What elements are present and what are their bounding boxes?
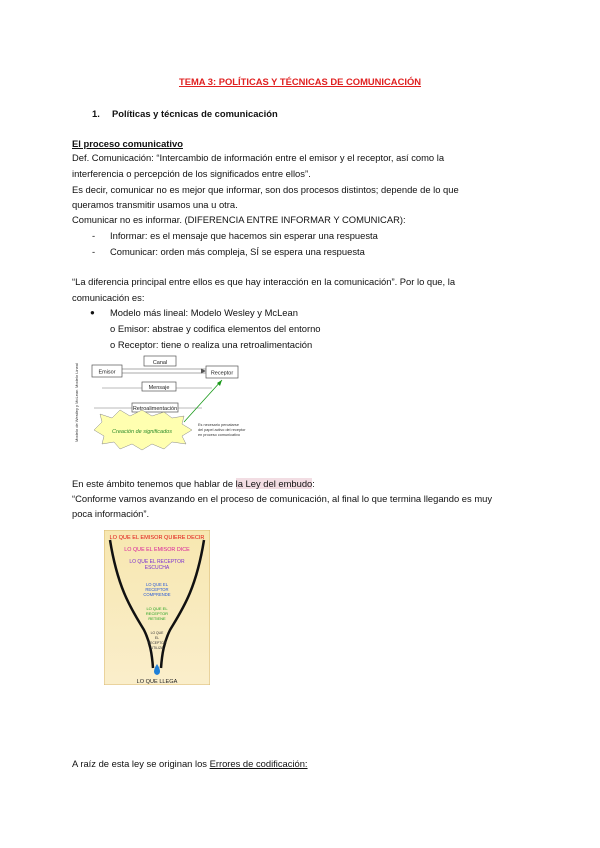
funnel-level-5c: RETIENE (148, 616, 166, 621)
diagram-side-label-2: Modelo Lineal (74, 363, 79, 388)
funnel-level-4a: LO QUE EL (145, 582, 169, 587)
canal-label: Canal (152, 360, 168, 366)
funnel-level-5b: RECEPTOR (145, 611, 169, 616)
diagram-note-2: del papel activo del receptor (198, 428, 246, 432)
diagram-note-3: en proceso comunicativo (198, 433, 240, 437)
funnel-level-4c: COMPRENDE (143, 592, 171, 597)
funnel-level-6d: UTILIZA (150, 646, 164, 650)
emisor-label: Emisor (98, 369, 116, 376)
ley-embudo-line (72, 478, 315, 490)
funnel-level-2: LO QUE EL EMISOR DICE (124, 547, 190, 553)
errores-title: Errores de codificación: (209, 758, 308, 769)
funnel-level-1: LO QUE EL EMISOR QUIERE DECIR (109, 535, 205, 541)
dash-item-comunicar: Comunicar: orden más compleja, SÍ se espera una respuesta (110, 246, 365, 257)
green-arrow (184, 380, 222, 422)
subsection-title: El proceso comunicativo (72, 138, 183, 149)
model-sub-item-receptor: o Receptor: tiene o realiza una retroalimentación (110, 339, 313, 350)
section-heading (92, 108, 278, 120)
funnel-level-4b: RECEPTOR (145, 587, 169, 592)
no-es-informar-line: Comunicar no es informar. (DIFERENCIA ENTRE INFORMAR Y COMUNICAR): (72, 214, 406, 225)
ley-quote-line-2: poca información”. (72, 508, 150, 519)
retro-label: Retroalimentación (132, 406, 178, 412)
receptor-label: Receptor (210, 370, 234, 377)
ley-quote-line-1: “Conforme vamos avanzando en el proceso de comunicación, al final lo que termina llegando es muy (72, 493, 493, 504)
errores-intro: A raíz de esta ley se originan los (72, 758, 210, 769)
model-sub-item-emisor: o Emisor: abstrae y codifica elementos del entorno (110, 323, 321, 334)
ley-colon: : (312, 478, 315, 489)
ley-intro: En este ámbito tenemos que hablar de (72, 478, 236, 489)
funnel-level-6c: RECEPTOR (147, 641, 167, 645)
model-item: Modelo más lineal: Modelo Wesley y McLean (110, 307, 298, 318)
definition-line-1: Def. Comunicación: “Intercambio de información entre el emisor y el receptor, así como la (72, 152, 445, 163)
es-decir-line-1: Es decir, comunicar no es mejor que informar, son dos procesos distintos; depende de lo que (72, 184, 459, 195)
funnel-bottom-label: LO QUE LLEGA (136, 679, 178, 685)
funnel-level-3b: ESCUCHA (144, 565, 170, 571)
funnel-level-6b: EL (154, 636, 160, 640)
funnel-level-3a: LO QUE EL RECEPTOR (129, 559, 185, 565)
es-decir-line-2: queramos transmitir usamos una u otra. (72, 199, 238, 210)
mensaje-label: Mensaje (148, 385, 170, 391)
diagram-side-label-1: Modelo de Westley y McLean (74, 389, 79, 442)
burst-label: Creación de significados (112, 429, 172, 435)
dash-bullet: - (92, 246, 96, 257)
funnel-diagram (104, 530, 210, 685)
funnel-level-6a: LO QUE (150, 631, 164, 635)
dash-item-informar: Informar: es el mensaje que hacemos sin esperar una respuesta (110, 230, 378, 241)
errores-line (72, 758, 308, 770)
diagram-note-1: Es necesario percatarse (198, 423, 239, 427)
document-title: TEMA 3: POLÍTICAS Y TÉCNICAS DE COMUNICACIÓN (178, 76, 422, 87)
quote-line-1: “La diferencia principal entre ellos es que hay interacción en la comunicación”. Por lo que, la (72, 276, 456, 287)
ley-name-highlight: la Ley del embudo (235, 478, 313, 489)
definition-line-2: interferencia o percepción de los significados entre ellos”. (72, 168, 311, 179)
heading-number: 1. (92, 108, 100, 119)
heading-text: Políticas y técnicas de comunicación (112, 108, 278, 119)
round-bullet: ● (90, 308, 95, 317)
dash-bullet: - (92, 230, 96, 241)
westley-mclean-diagram (72, 352, 302, 452)
funnel-level-5a: LO QUE EL (146, 606, 168, 611)
quote-line-2: comunicación es: (72, 292, 145, 303)
